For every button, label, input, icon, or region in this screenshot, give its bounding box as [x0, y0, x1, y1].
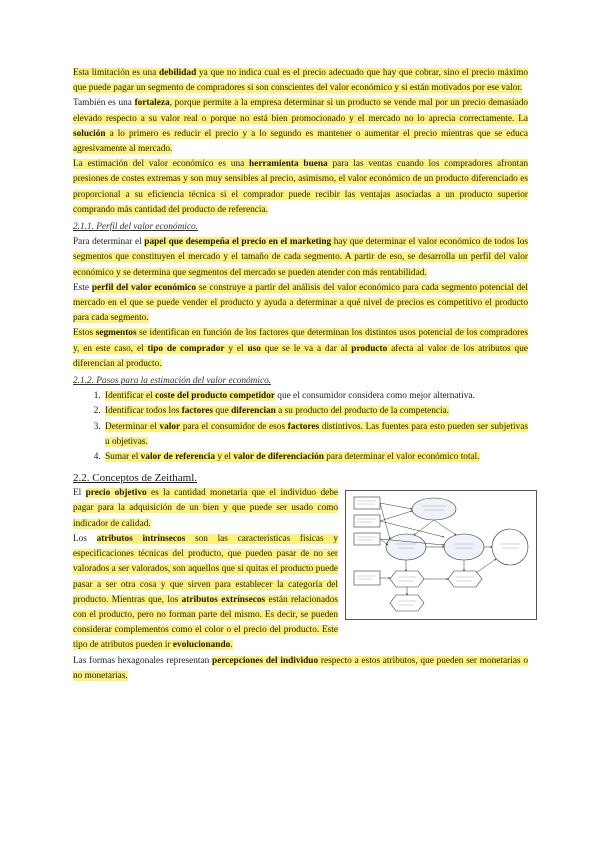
text: para el consumidor de esos	[180, 421, 288, 432]
bold-term: precio objetivo	[85, 488, 147, 499]
heading-2-2: 2.2. Conceptos de Zeithaml.	[73, 472, 198, 485]
text: .	[230, 640, 233, 651]
diagram-circle	[492, 529, 528, 565]
text: son las características físicas y especificaciones técnicas del producto, que pueden pasar de no ser valorados a ser valorados, son aquellos que si quitas el producto puede pasar a ser otra cosa y que sirven para establecer la categoría del producto. Mientras que, los	[73, 533, 338, 605]
paragraph-hexagonales	[73, 654, 528, 684]
bold-term: papel que desempeña el precio en el marketing	[144, 237, 332, 248]
bold-term: valor	[159, 421, 181, 432]
paragraph-papel-precio	[73, 235, 528, 281]
bold-term: atributos extrínsecos	[181, 594, 266, 605]
text: para las ventas cuando los compradores afrontan presiones de costes extremas y son muy sensibles al precio, asimismo, el valor económico de un producto diferenciado es proporcional a su eficiencia técnica si el comprador puede recibir las ventajas asociadas a un producto superior comprando más cantidad del producto de referencia.	[73, 159, 529, 215]
bold-term: segmentos	[95, 328, 137, 339]
paragraph-debilidad	[73, 66, 528, 96]
text: que se le va a dar al	[260, 343, 352, 354]
text: El	[73, 488, 86, 499]
text: y el	[224, 343, 248, 354]
paragraph-perfil	[73, 281, 528, 327]
diagram-ellipse	[412, 498, 456, 520]
text: Las formas hexagonales representan	[73, 655, 213, 666]
paragraph-herramienta	[73, 157, 528, 218]
text: distintivos. Las fuentes para esto pueden ser subjetivas u objetivas.	[105, 421, 528, 447]
bold-term: coste del producto competidor	[155, 391, 275, 402]
diagram-box	[354, 571, 380, 585]
paragraph-precio-objetivo	[73, 486, 338, 532]
text: Esta limitación es una	[73, 68, 160, 78]
bold-term: factores	[181, 406, 214, 417]
bold-term: uso	[247, 343, 261, 354]
bold-term: fortaleza	[134, 98, 170, 109]
diagram-box	[354, 515, 380, 527]
document-page	[73, 66, 528, 684]
list-item	[103, 420, 528, 450]
text: Identificar el	[105, 391, 156, 402]
list-item	[103, 450, 528, 465]
diagram-box	[354, 497, 380, 509]
text: se construye a partir del análisis del valor económico para cada segmento potencial del mercado en el que se puede vender el producto y ayuda a determinar a qué nivel de precios es competitivo el producto para cada segmento.	[73, 282, 528, 324]
text: respecto a estos atributos, que pueden ser monetarias o no monetarias.	[73, 655, 528, 681]
diagram-hexagon	[390, 571, 424, 587]
zeithaml-section	[73, 486, 528, 684]
bold-term: diferencian	[231, 406, 276, 417]
list-item	[103, 404, 528, 419]
list-item	[103, 389, 528, 404]
steps-list	[73, 389, 528, 465]
diagram-svg	[346, 491, 536, 619]
text: es la cantidad monetaria que el individuo debe pagar para la adquisición de un bien y que puede ser usado como indicador de calidad.	[73, 488, 338, 529]
text: se identifican en función de los factores que determinan los distintos usos potencial de los compradores y, en este caso, el	[73, 328, 528, 354]
text: afecta al valor de los atributos que diferencian al producto.	[73, 343, 528, 369]
heading-2-1-2: 2.1.2. Pasos para la estimación del valor económico.	[73, 376, 272, 387]
bold-term: valor de diferenciación	[233, 452, 324, 463]
bold-term: valor de referencia	[140, 452, 215, 463]
bold-term: atributos intrínsecos	[96, 533, 186, 544]
bold-term: debilidad	[159, 68, 197, 78]
text: Identificar todos los	[105, 406, 182, 417]
paragraph-fortaleza	[73, 96, 528, 157]
text: Los	[73, 533, 97, 544]
text: Sumar el	[105, 452, 141, 463]
text: a lo primero es reducir el precio y a lo segundo es mantener o aumentar el precio mientras que se educa agresivamente al mercado.	[73, 128, 528, 155]
diagram-ellipse	[444, 534, 484, 560]
zeithaml-diagram	[345, 490, 537, 620]
bold-term: factores	[287, 421, 320, 432]
wrap-block	[73, 532, 338, 654]
bold-term: perfil del valor económico	[91, 282, 197, 293]
text: y el	[215, 452, 234, 463]
bold-term: tipo de comprador	[147, 343, 225, 354]
diagram-hexagon	[390, 595, 424, 611]
paragraph-segmentos	[73, 326, 528, 372]
text: que	[213, 406, 232, 417]
diagram-hexagon	[448, 571, 482, 587]
text: que el consumidor considera como mejor alternativa.	[274, 391, 475, 402]
text: La estimación del valor económico es una	[73, 159, 250, 170]
text: Para determinar el	[73, 237, 145, 248]
text: para determinar el valor económico total.	[323, 452, 480, 463]
text: están relacionados con el producto, pero no forman parte del mismo. Es decir, se pueden considerar complementos como el color o el precio del producto. Este tipo de atributos pueden ir	[73, 594, 338, 651]
diagram-box	[354, 533, 380, 545]
bold-term: solución	[73, 128, 106, 139]
diagram-ellipse	[386, 534, 426, 560]
text: También es una	[73, 98, 135, 109]
text: Determinar el	[105, 421, 160, 432]
bold-term: percepciones del individuo	[212, 655, 319, 666]
bold-term: evolucionando	[172, 640, 231, 651]
text: a su producto del producto de la competencia.	[275, 406, 450, 417]
text: , porque permite a la empresa determinar si un producto se vende mal por un precio demasiado elevado respecto a su valor real o porque no está bien promocionado y el mercado no lo aprecia correctamente. La	[73, 98, 528, 124]
bold-term: producto	[351, 343, 388, 354]
text: hay que determinar el valor económico de todos los segmentos que constituyen el mercado y el tamaño de cada segmento. A partir de eso, se desarrolla un perfil del valor económico y se determina que segmentos del mercado se pueden atender con más rentabilidad.	[73, 237, 528, 278]
heading-2-1-1: 2.1.1. Perfil del valor económico.	[73, 222, 198, 233]
text: Estos	[73, 328, 96, 339]
text: ya que no indica cual es el precio adecuado que hay que cobrar, sino el precio máximo que puede pagar un segmento de compradores si son conscientes del valor económico y si están motivados por ese valor.	[73, 68, 528, 94]
text: Este	[73, 282, 92, 293]
bold-term: herramienta buena	[249, 159, 328, 170]
